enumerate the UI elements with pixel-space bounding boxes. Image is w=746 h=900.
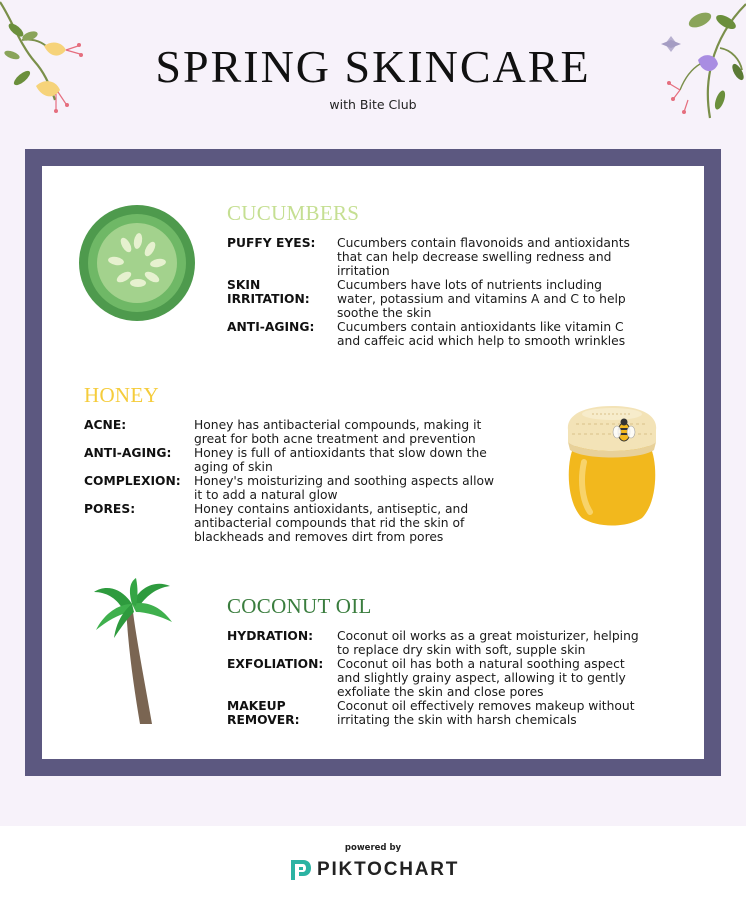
item-description: Cucumbers contain flavonoids and antioxidants that can help decrease swelling redness and irritation [337, 236, 630, 278]
item-label: MAKEUP REMOVER: [227, 699, 300, 727]
item-label: SKIN IRRITATION: [227, 278, 310, 306]
section-title-honey: HONEY [84, 383, 159, 407]
item-description: Honey contains antioxidants, antiseptic, and antibacterial compounds that rid the skin of blackheads and removes dirt from pores [194, 502, 469, 544]
list-item [84, 474, 554, 504]
list-item [227, 629, 687, 659]
list-item [84, 502, 554, 546]
item-label: ACNE: [84, 418, 127, 432]
item-description: Cucumbers have lots of nutrients including water, potassium and vitamins A and C to help soothe the skin [337, 278, 626, 320]
powered-by-label: powered by [344, 843, 402, 853]
list-item [227, 699, 687, 729]
list-item [84, 446, 554, 476]
item-label: ANTI-AGING: [84, 446, 172, 460]
piktochart-logo-icon[interactable] [289, 858, 313, 882]
palm-tree-icon [92, 578, 174, 726]
page-title: SPRING SKINCARE [155, 41, 591, 92]
list-item [227, 320, 687, 350]
item-label: HYDRATION: [227, 629, 314, 643]
list-item [84, 418, 554, 448]
item-label: PUFFY EYES: [227, 236, 316, 250]
item-label: EXFOLIATION: [227, 657, 324, 671]
brand-link[interactable]: PIKTOCHART [317, 859, 460, 880]
item-label: ANTI-AGING: [227, 320, 315, 334]
item-description: Honey has antibacterial compounds, making it great for both acne treatment and prevention [194, 418, 482, 446]
item-description: Cucumbers contain antioxidants like vitamin C and caffeic acid which help to smooth wrinkles [337, 320, 626, 348]
item-label: PORES: [84, 502, 136, 516]
honey-jar-icon [562, 402, 662, 526]
item-description: Honey is full of antioxidants that slow down the aging of skin [194, 446, 487, 474]
item-description: Coconut oil has both a natural soothing aspect and slightly grainy aspect, allowing it to gently exfoliate the skin and close pores [337, 657, 626, 699]
section-title-cucumbers: CUCUMBERS [227, 201, 360, 225]
list-item [227, 278, 687, 322]
item-description: Coconut oil works as a great moisturizer, helping to replace dry skin with soft, supple skin [337, 629, 639, 657]
list-item [227, 236, 687, 280]
item-description: Coconut oil effectively removes makeup without irritating the skin with harsh chemicals [337, 699, 635, 727]
list-item [227, 657, 687, 701]
page-subtitle: with Bite Club [329, 97, 417, 112]
item-label: COMPLEXION: [84, 474, 181, 488]
item-description: Honey's moisturizing and soothing aspects allow it to add a natural glow [194, 474, 495, 502]
section-title-coconut-oil: COCONUT OIL [227, 594, 372, 618]
cucumber-slice-icon [78, 203, 196, 323]
